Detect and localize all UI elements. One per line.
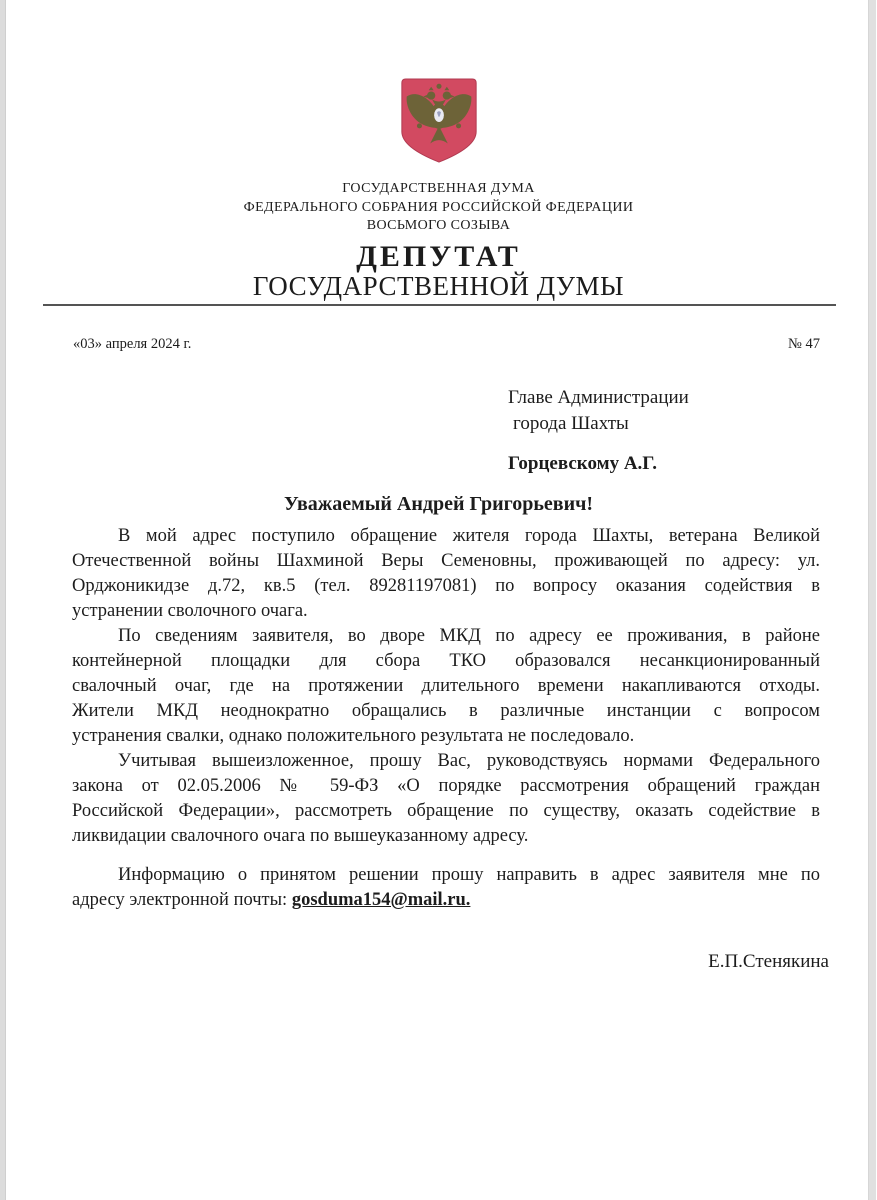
org-line-3: ВОСЬМОГО СОЗЫВА (366, 218, 511, 233)
paragraph-line: В мой адрес поступило обращение жителя города Шахты, ветерана Великой (118, 525, 820, 546)
paragraph-line: Учитывая вышеизложенное, прошу Вас, руководствуясь нормами Федерального (118, 750, 820, 771)
paragraph-line: свалочный очаг, где на протяжении длительного времени накапливаются отходы. (72, 675, 820, 696)
letterhead-divider (43, 304, 836, 306)
letter-date: «03» апреля 2024 г. (73, 335, 192, 352)
email-text: gosduma154@mail.ru. (291, 889, 471, 910)
paragraph-line: По сведениям заявителя, во дворе МКД по адресу ее проживания, в районе (118, 625, 820, 646)
russian-coat-of-arms-icon (395, 76, 483, 166)
deputy-title: ДЕПУТАТ (356, 239, 521, 273)
paragraph-2 (72, 624, 820, 749)
paragraph-line: Жители МКД неоднократно обращались в различные инстанции с вопросом (72, 700, 820, 721)
paragraph-line: устранении сволочного очага. (72, 600, 308, 621)
paragraph-line: ликвидации свалочного очага по вышеуказанному адресу. (72, 825, 529, 846)
paragraph-line: Орджоникидзе д.72, кв.5 (тел. 89281197081) по вопросу оказания содействия в (72, 575, 820, 596)
paragraph-line: контейнерной площадки для сбора ТКО образовался несанкционированный (72, 650, 820, 671)
paragraph-line: закона от 02.05.2006 № 59-ФЗ «О порядке рассмотрения обращений граждан (72, 775, 820, 796)
letter-number: № 47 (788, 335, 820, 352)
addressee-name: Горцевскому А.Г. (508, 452, 657, 474)
paragraph-line: Информацию о принятом решении прошу направить в адрес заявителя мне по (118, 864, 820, 885)
paragraph-line: Российской Федерации», рассмотреть обращение по существу, оказать содействие в (72, 800, 820, 821)
paragraph-line: Отечественной войны Шахминой Веры Семеновны, проживающей по адресу: ул. (72, 550, 820, 571)
addressee-line-1: Главе Администрации (508, 386, 689, 408)
addressee-block (508, 385, 877, 477)
photo-left-edge (0, 0, 6, 1200)
paragraph-line: устранения свалки, однако положительного результата не последовало. (72, 725, 635, 746)
paragraph-3 (72, 749, 820, 849)
org-name-block (0, 180, 877, 236)
deputy-subtitle: ГОСУДАРСТВЕННОЙ ДУМЫ (252, 270, 625, 301)
photo-right-edge (868, 0, 876, 1200)
salutation: Уважаемый Андрей Григорьевич! (283, 492, 594, 515)
org-line-1: ГОСУДАРСТВЕННАЯ ДУМА (342, 181, 535, 196)
paragraph-4 (72, 863, 820, 913)
paragraph-1 (72, 524, 820, 624)
letter-body (0, 524, 877, 913)
letterhead (0, 0, 877, 300)
meta-row (0, 336, 877, 353)
signature-name: Е.П.Стенякина (708, 950, 829, 972)
addressee-line-2: города Шахты (513, 412, 629, 434)
paragraph-line (72, 888, 820, 913)
org-line-2: ФЕДЕРАЛЬНОГО СОБРАНИЯ РОССИЙСКОЙ ФЕДЕРАЦИИ (243, 199, 634, 215)
email-prefix: адресу электронной почты: (72, 889, 292, 910)
